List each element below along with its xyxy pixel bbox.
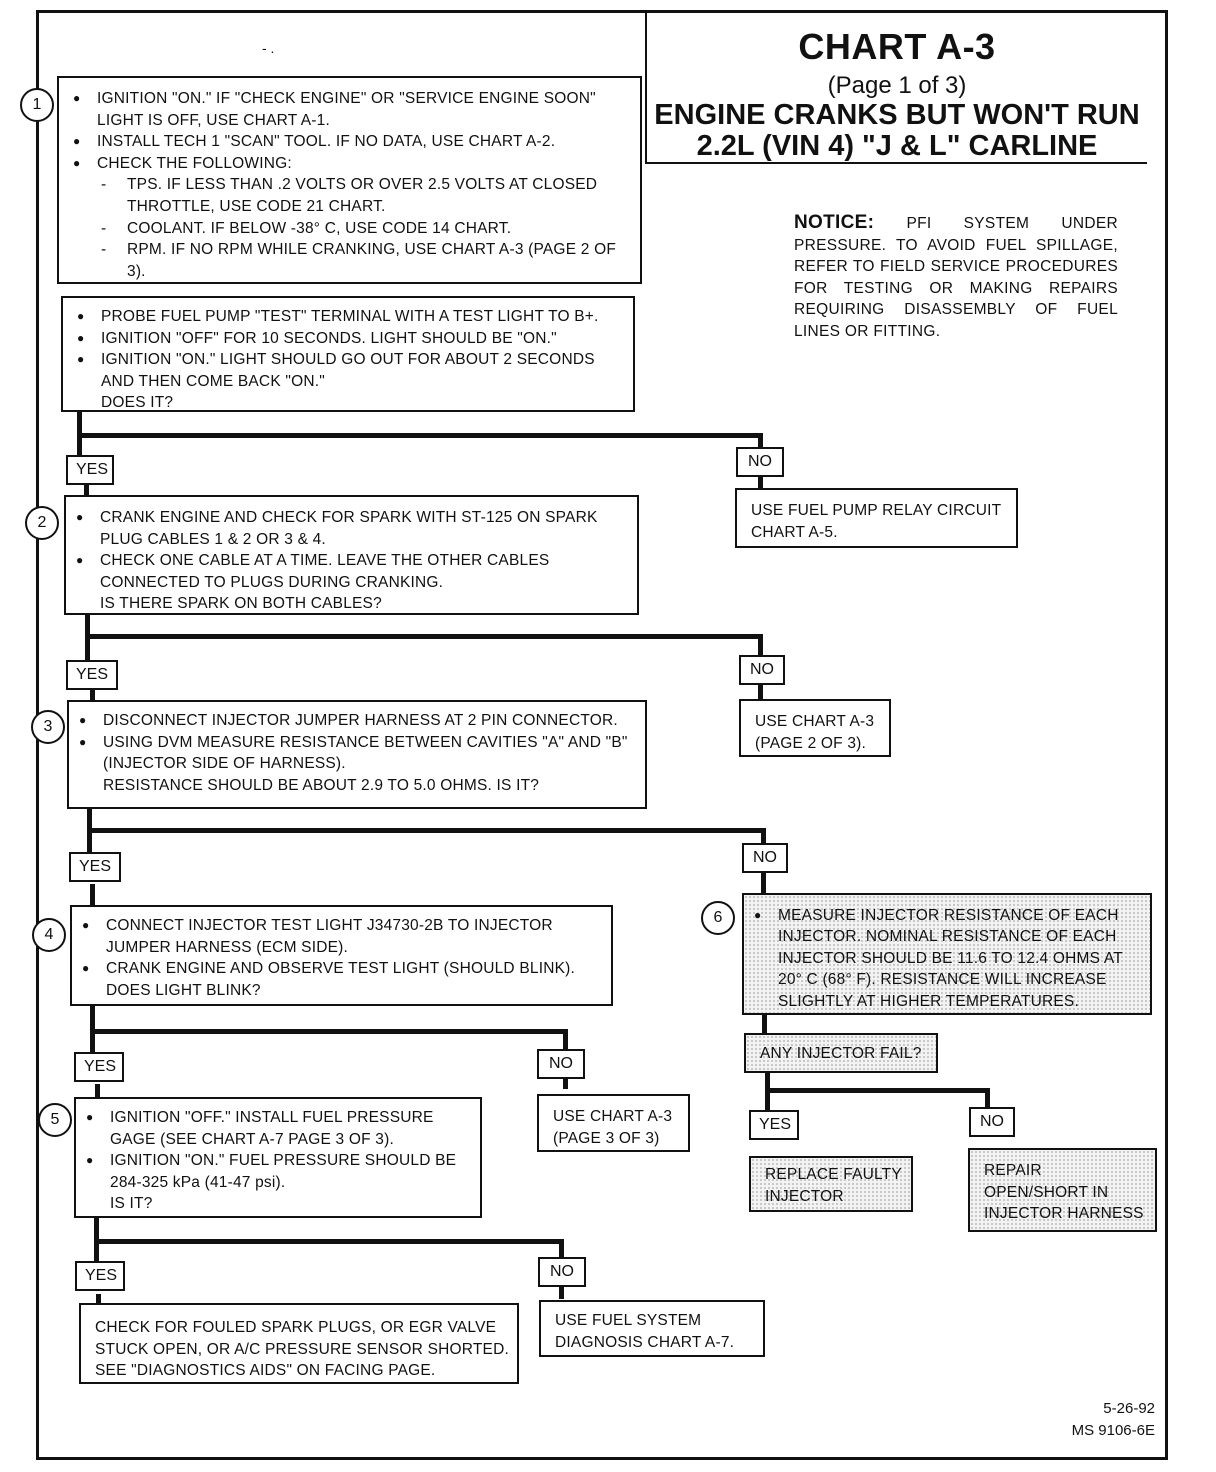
question: DOES LIGHT BLINK?: [106, 981, 261, 999]
connector-line: [762, 1014, 767, 1034]
connector-line: [94, 1239, 564, 1244]
step-number-6: 6: [701, 901, 735, 935]
yes-label: YES: [69, 852, 121, 882]
connector-line: [87, 828, 765, 833]
question: DOES IT?: [101, 394, 174, 412]
box-harness-resistance: [67, 700, 647, 809]
notice-text: PFI SYSTEM UNDER PRESSURE. TO AVOID FUEL SPILLAGE, REFER TO FIELD SERVICE PROCEDURES FOR TESTING OR MAKING REPAIRS REQUIRING DISASSEMBLY OF FUEL LINES OR FITTING.: [794, 215, 1119, 340]
list-item: ● IGNITION "ON." LIGHT SHOULD GO OUT FOR ABOUT 2 SECONDS AND THEN COME BACK "ON.": [77, 349, 625, 392]
chart-title: CHART A-3: [798, 26, 996, 67]
list-item: ● DISCONNECT INJECTOR JUMPER HARNESS AT 2 PIN CONNECTOR.: [79, 710, 637, 732]
no-label: NO: [969, 1107, 1015, 1137]
notice-label: NOTICE:: [794, 212, 875, 233]
list-item: - RPM. IF NO RPM WHILE CRANKING, USE CHART A-3 (PAGE 2 OF 3).: [73, 239, 632, 282]
box-injector-resistance: [742, 893, 1152, 1015]
footer-code: MS 9106-6E: [1071, 1422, 1155, 1439]
yes-label: YES: [66, 660, 118, 690]
box-fuel-pump-test: [61, 296, 635, 412]
step-number-4: 4: [32, 918, 66, 952]
box-spark-check: [64, 495, 639, 615]
list-item: ● IGNITION "ON." FUEL PRESSURE SHOULD BE 284-325 kPa (41-47 psi).: [86, 1150, 472, 1193]
list-item: ● MEASURE INJECTOR RESISTANCE OF EACH INJECTOR. NOMINAL RESISTANCE OF EACH INJECTOR SHOULD BE 11.6 TO 12.4 OHMS AT 20° C (68° F). RESISTANCE WILL INCREASE SLIGHTLY AT HIGHER TEMPERATURES.: [754, 905, 1142, 1012]
step-number-3: 3: [31, 710, 65, 744]
list-item: ● CRANK ENGINE AND OBSERVE TEST LIGHT (SHOULD BLINK).: [82, 958, 603, 980]
no-label: NO: [538, 1257, 586, 1287]
list-item: ● USING DVM MEASURE RESISTANCE BETWEEN CAVITIES "A" AND "B" (INJECTOR SIDE OF HARNESS).: [79, 732, 637, 775]
list-item: ● IGNITION "OFF." INSTALL FUEL PRESSURE GAGE (SEE CHART A-7 PAGE 3 OF 3).: [86, 1107, 472, 1150]
connector-line: [85, 634, 763, 639]
list-item: ● IGNITION "OFF" FOR 10 SECONDS. LIGHT SHOULD BE "ON.": [77, 328, 625, 350]
list-item: ● PROBE FUEL PUMP "TEST" TERMINAL WITH A TEST LIGHT TO B+.: [77, 306, 625, 328]
list-item: ● CHECK THE FOLLOWING:: [73, 153, 632, 175]
footer: [1060, 1398, 1155, 1442]
footer-date: 5-26-92: [1103, 1400, 1155, 1417]
list-item: - COOLANT. IF BELOW -38° C, USE CODE 14 CHART.: [73, 218, 632, 240]
yes-label: YES: [74, 1052, 124, 1082]
yes-label: YES: [75, 1261, 125, 1291]
stray-mark: - .: [262, 40, 275, 56]
question: RESISTANCE SHOULD BE ABOUT 2.9 TO 5.0 OHMS. IS IT?: [103, 776, 540, 794]
box-fuel-pump-relay: USE FUEL PUMP RELAY CIRCUIT CHART A-5.: [735, 488, 1018, 548]
box-fuel-pressure: [74, 1097, 482, 1218]
list-item: ● CONNECT INJECTOR TEST LIGHT J34730-2B TO INJECTOR JUMPER HARNESS (ECM SIDE).: [82, 915, 603, 958]
step-number-1: 1: [20, 88, 54, 122]
box-chart-a3-page3: USE CHART A-3 (PAGE 3 OF 3): [537, 1094, 690, 1152]
connector-line: [77, 433, 762, 438]
box-chart-a3-page2: USE CHART A-3 (PAGE 2 OF 3).: [739, 699, 891, 757]
list-item: ● CHECK ONE CABLE AT A TIME. LEAVE THE OTHER CABLES CONNECTED TO PLUGS DURING CRANKING.: [76, 550, 629, 593]
box-repair-harness: REPAIR OPEN/SHORT IN INJECTOR HARNESS: [968, 1148, 1157, 1232]
chart-heading-1: ENGINE CRANKS BUT WON'T RUN: [654, 99, 1140, 131]
list-item: ● INSTALL TECH 1 "SCAN" TOOL. IF NO DATA, USE CHART A-2.: [73, 131, 632, 153]
yes-label: YES: [749, 1110, 799, 1140]
box-check-spark-plugs: CHECK FOR FOULED SPARK PLUGS, OR EGR VALVE STUCK OPEN, OR A/C PRESSURE SENSOR SHORTED. SEE "DIAGNOSTICS AIDS" ON FACING PAGE.: [79, 1303, 519, 1384]
no-label: NO: [736, 447, 784, 477]
connector-line: [90, 1029, 568, 1034]
chart-heading-2: 2.2L (VIN 4) "J & L" CARLINE: [696, 130, 1098, 162]
list-item: ● CRANK ENGINE AND CHECK FOR SPARK WITH ST-125 ON SPARK PLUG CABLES 1 & 2 OR 3 & 4.: [76, 507, 629, 550]
list-item: - TPS. IF LESS THAN .2 VOLTS OR OVER 2.5 VOLTS AT CLOSED THROTTLE, USE CODE 21 CHART.: [73, 174, 632, 217]
step-number-5: 5: [38, 1103, 72, 1137]
box-initial-checks: [57, 76, 642, 284]
no-label: NO: [742, 843, 788, 873]
box-fuel-system-diagnosis: USE FUEL SYSTEM DIAGNOSIS CHART A-7.: [539, 1300, 765, 1357]
step-number-2: 2: [25, 506, 59, 540]
box-injector-test-light: [70, 905, 613, 1006]
box-replace-injector: REPLACE FAULTY INJECTOR: [749, 1156, 913, 1212]
list-item: ● IGNITION "ON." IF "CHECK ENGINE" OR "SERVICE ENGINE SOON" LIGHT IS OFF, USE CHART A-1.: [73, 88, 632, 131]
no-label: NO: [739, 655, 785, 685]
title-block: [645, 10, 1147, 164]
question: IS IT?: [110, 1195, 153, 1213]
chart-page: (Page 1 of 3): [827, 72, 967, 99]
no-label: NO: [537, 1049, 585, 1079]
notice: [794, 212, 1118, 343]
yes-label: YES: [66, 455, 114, 485]
box-any-injector-fail: ANY INJECTOR FAIL?: [744, 1033, 938, 1073]
connector-line: [765, 1088, 990, 1093]
question: IS THERE SPARK ON BOTH CABLES?: [100, 595, 382, 613]
